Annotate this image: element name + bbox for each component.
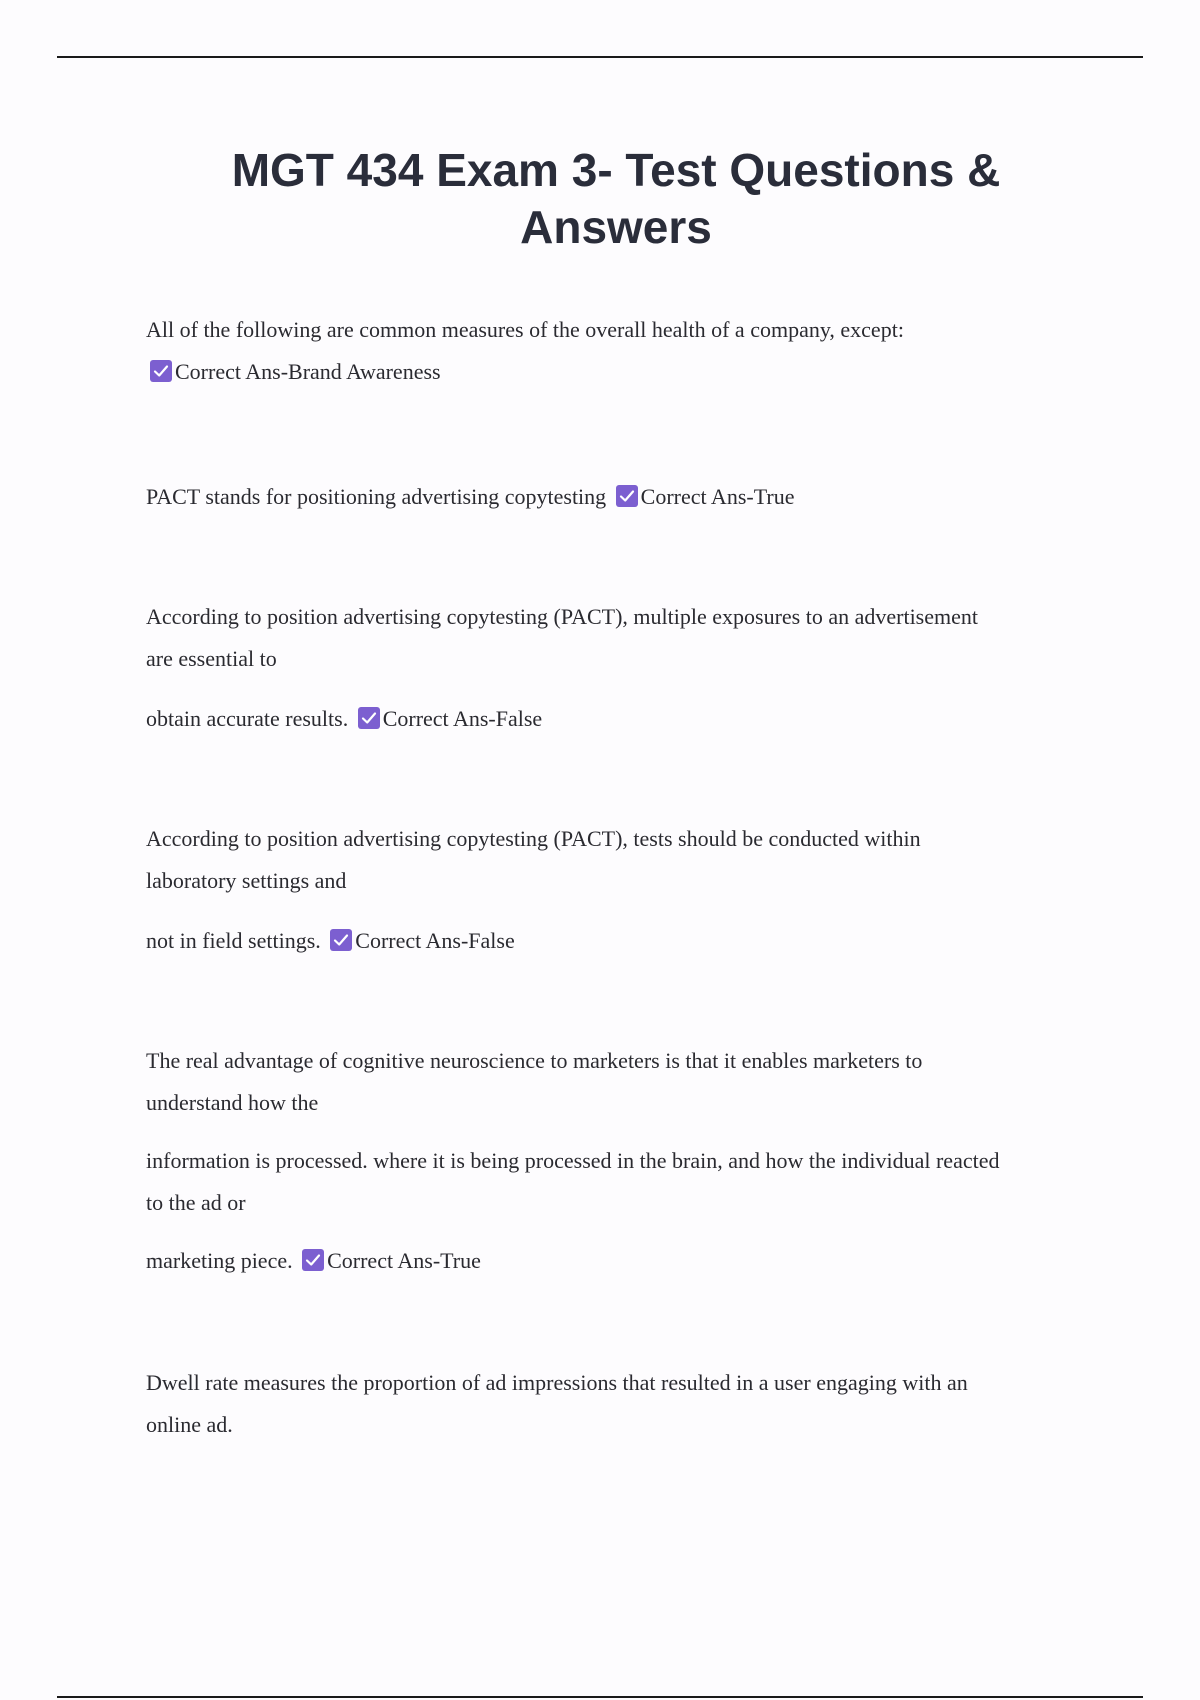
answer-text: Correct Ans-False bbox=[382, 706, 543, 731]
question-text: understand how the bbox=[146, 1090, 319, 1115]
answer-line bbox=[146, 920, 1096, 962]
qa-item-1 bbox=[146, 309, 1096, 393]
question-text: All of the following are common measures of the overall health of a company, except: bbox=[146, 317, 904, 342]
answer-text: Correct Ans-True bbox=[327, 1248, 481, 1273]
qa-item-3 bbox=[146, 596, 1096, 740]
question-text: online ad. bbox=[146, 1412, 233, 1437]
answer-line bbox=[146, 698, 1096, 740]
top-rule bbox=[57, 56, 1143, 58]
checkbox-checked-icon bbox=[358, 707, 380, 729]
answer-text: Correct Ans-Brand Awareness bbox=[175, 359, 441, 384]
question-text: According to position advertising copytesting (PACT), multiple exposures to an advertisement bbox=[146, 604, 978, 629]
question-text: not in field settings. bbox=[146, 928, 321, 953]
checkbox-checked-icon bbox=[302, 1249, 324, 1271]
checkbox-checked-icon bbox=[616, 485, 638, 507]
answer-line bbox=[146, 476, 1096, 518]
question-text: According to position advertising copytesting (PACT), tests should be conducted within bbox=[146, 826, 921, 851]
question-text: Dwell rate measures the proportion of ad impressions that resulted in a user engaging with an bbox=[146, 1370, 968, 1395]
qa-item-6 bbox=[146, 1362, 1096, 1446]
answer-line bbox=[146, 1240, 1096, 1282]
question-text: are essential to bbox=[146, 646, 277, 671]
question-text: to the ad or bbox=[146, 1190, 246, 1215]
question-text: marketing piece. bbox=[146, 1248, 293, 1273]
answer-text: Correct Ans-True bbox=[640, 484, 795, 509]
qa-item-2 bbox=[146, 476, 1096, 518]
qa-item-4 bbox=[146, 818, 1096, 962]
checkbox-checked-icon bbox=[330, 929, 352, 951]
question-text: laboratory settings and bbox=[146, 868, 347, 893]
question-text: PACT stands for positioning advertising copytesting bbox=[146, 484, 607, 509]
question-text: The real advantage of cognitive neuroscience to marketers is that it enables marketers to bbox=[146, 1048, 923, 1073]
question-text: information is processed. where it is being processed in the brain, and how the individual reacted bbox=[146, 1148, 1000, 1173]
answer-line bbox=[146, 351, 1096, 393]
bottom-rule bbox=[57, 1696, 1143, 1698]
question-text: obtain accurate results. bbox=[146, 706, 349, 731]
checkbox-checked-icon bbox=[150, 360, 172, 382]
qa-item-5 bbox=[146, 1040, 1096, 1282]
answer-text: Correct Ans-False bbox=[355, 928, 515, 953]
page-title: MGT 434 Exam 3- Test Questions & Answers bbox=[231, 144, 1001, 253]
